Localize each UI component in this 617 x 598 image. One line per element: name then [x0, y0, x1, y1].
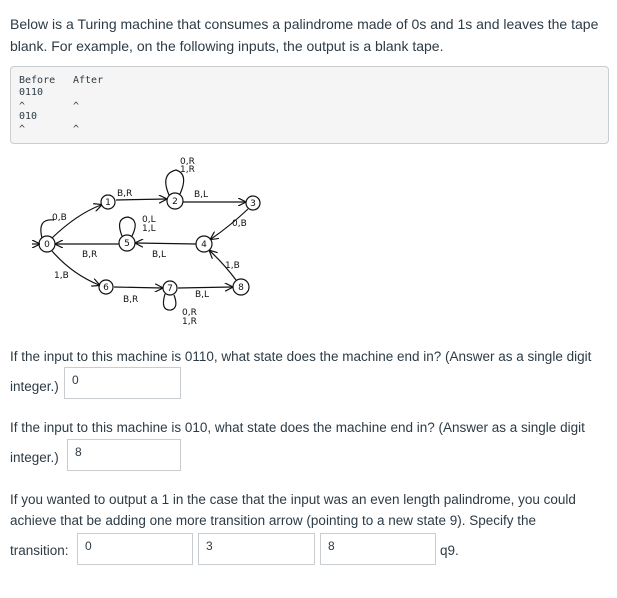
label-q7-q8: B,L — [195, 290, 210, 300]
code-example-1-input: 0110 — [19, 87, 44, 98]
label-q5-loop-a: 0,L — [142, 215, 156, 225]
question-2-answer-input[interactable]: 8 — [67, 439, 181, 471]
question-1-line-1: If the input to this machine is 0110, what state does the machine end in? (Answer as a single digit — [10, 349, 592, 364]
loop-5 — [120, 217, 136, 236]
label-q2-loop-b: 1,R — [180, 165, 195, 175]
code-example-1-before-caret: ^ — [19, 101, 26, 112]
loop-7 — [163, 294, 175, 310]
question-3-line-2: achieve that be adding one more transition arrow (pointing to a new state 9). Specify the — [10, 513, 537, 528]
intro-line-2: blank. For example, on the following inputs, the output is a blank tape. — [10, 38, 444, 54]
state-4-label: 4 — [201, 240, 207, 250]
code-example-2-input: 010 — [19, 111, 38, 122]
label-q5-loop-b: 1,L — [142, 224, 156, 234]
question-1-answer-input[interactable]: 0 — [64, 367, 181, 399]
label-q1-q2: B,R — [117, 189, 133, 199]
question-1-line-2: integer.) — [10, 379, 59, 394]
question-2-line-2: integer.) — [10, 450, 59, 465]
intro-line-1: Below is a Turing machine that consumes a palindrome made of 0s and 1s and leaves the tape — [10, 16, 599, 32]
code-header-before: Before — [19, 75, 56, 86]
question-3-answer-input-c[interactable]: 8 — [320, 533, 436, 565]
label-q5-q0: B,R — [82, 250, 98, 260]
label-q0-loop: 0,B — [52, 213, 67, 223]
label-q2-loop-a: 0,R — [180, 157, 195, 167]
arrow-7-8 — [178, 287, 232, 288]
question-3-suffix: q9. — [440, 543, 459, 558]
code-example-1-after-caret: ^ — [73, 101, 80, 112]
state-7-label: 7 — [167, 284, 173, 294]
state-6-label: 6 — [103, 283, 109, 293]
code-example-2-before-caret: ^ — [19, 124, 26, 135]
state-1-label: 1 — [105, 198, 111, 208]
label-q7-loop-b: 1,R — [182, 317, 197, 327]
label-q0-q6: 1,B — [54, 271, 69, 281]
code-example-2-after-caret: ^ — [73, 124, 80, 135]
state-3-label: 3 — [250, 199, 256, 209]
question-3-line-1: If you wanted to output a 1 in the case that the input was an even length palindrome, you could — [10, 492, 576, 507]
turing-machine-diagram — [32, 156, 262, 332]
state-2-label: 2 — [172, 197, 178, 207]
state-8-label: 8 — [238, 283, 244, 293]
arrow-4-5 — [136, 243, 196, 244]
label-q3-q4: 0,B — [232, 219, 247, 229]
code-example-block — [10, 66, 609, 144]
label-q7-loop-a: 0,R — [182, 308, 197, 318]
arrow-6-7 — [114, 287, 162, 288]
code-header-after: After — [73, 75, 104, 86]
intro-text — [10, 13, 609, 57]
question-3-answer-input-a[interactable]: 0 — [77, 533, 193, 565]
label-q2-q3: B,L — [194, 190, 209, 200]
label-q8-q4: 1,B — [225, 261, 240, 271]
state-0-label: 0 — [44, 240, 50, 250]
question-3-answer-input-b[interactable]: 3 — [198, 533, 315, 565]
state-5-label: 5 — [124, 239, 130, 249]
question-2-line-1: If the input to this machine is 010, what state does the machine end in? (Answer as a single digit — [10, 420, 585, 435]
question-3-line-3: transition: — [10, 543, 69, 558]
arrow-1-2 — [116, 199, 166, 200]
label-q6-q7: B,R — [123, 295, 139, 305]
label-q4-q5: B,L — [152, 250, 167, 260]
